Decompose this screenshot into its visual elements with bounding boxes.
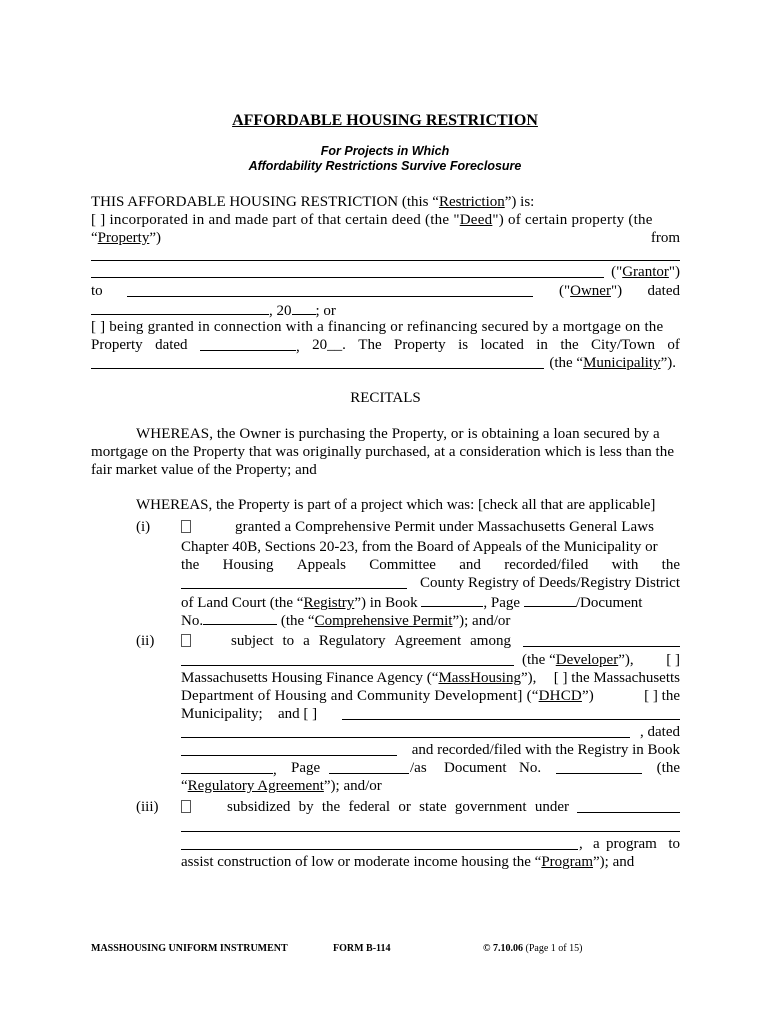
footer-form-number: FORM B-114 [333,943,391,954]
property-line: “Property”) from [91,230,680,246]
item-i-line-5: of Land Court (the “Registry”) in Book , Page /Document [181,592,680,610]
comprehensive-permit-checkbox[interactable] [181,520,191,533]
item-i-line-3: the Housing Appeals Committee and recorded/filed with the [181,557,680,573]
owner-line: to ("Owner") dated [91,283,680,299]
recital-1-line-2: mortgage on the Property that was originally purchased, at a consideration which is less than the [91,444,675,460]
item-i-line-6: No. (the “Comprehensive Permit”); and/or [181,610,680,628]
municipality-blank [91,354,544,369]
item-ii-line-9: “Regulatory Agreement”); and/or [181,778,382,794]
item-i-line-2: Chapter 40B, Sections 20-23, from the Board of Appeals of the Municipality or [181,539,658,555]
regulatory-agreement-checkbox[interactable] [181,634,191,647]
page-number-blank [329,759,409,774]
footer-instrument: MASSHOUSING UNIFORM INSTRUMENT [91,943,288,954]
blank-line [91,260,680,261]
deed-option-line: [ ] incorporated in and made part of that certain deed (the "Deed") of certain property (the [91,212,653,228]
item-ii-line-5: Municipality; and [ ] [181,705,680,723]
item-iii-line-3: , a program to [181,835,680,853]
subsidized-checkbox[interactable] [181,800,191,813]
item-ii-line-8: , Page /as Document No. (the [181,759,680,777]
other-party-blank [342,705,680,720]
grantor-line: ("Grantor") [91,263,680,281]
recording-blank [181,741,397,756]
item-ii-line-7: and recorded/filed with the Registry in Book [181,741,680,759]
intro-line: THIS AFFORDABLE HOUSING RESTRICTION (this “Restriction”) is: [91,194,535,210]
county-registry-blank [181,574,407,589]
deed-date-line: , 20 ; or [91,300,680,318]
recital-2-line: WHEREAS, the Property is part of a project which was: [check all that are applicable] [136,497,656,513]
property-location-line: Property dated , 20__. The Property is located in the City/Town of [91,337,680,355]
item-ii-line-2: (the “Developer”), [ ] [181,651,680,669]
program-blank-line [181,831,680,832]
item-ii-line-6: , dated [181,723,680,741]
municipality-line: (the “Municipality”). [91,354,680,372]
item-i-number: (i) [136,519,151,535]
mortgage-option-line: [ ] being granted in connection with a financing or refinancing secured by a mortgage on the [91,319,664,335]
deed-date-blank [91,300,269,315]
item-ii-line-3: Massachusetts Housing Finance Agency (“MassHousing”), [ ] the Massachusetts [181,670,680,686]
item-ii-number: (ii) [136,633,155,649]
program-blank [577,798,680,813]
footer-page-info: © 7.10.06 (Page 1 of 15) [483,943,583,954]
item-iii-line-4: assist construction of low or moderate income housing the “Program”); and [181,854,635,870]
item-ii-line-1: subject to a Regulatory Agreement among [181,632,680,650]
page-blank [524,592,576,607]
regulatory-parties-blank [523,632,680,647]
document-number-blank [203,610,277,625]
document-subtitle-line-2: Affordability Restrictions Survive Foreclosure [248,159,522,173]
book-number-blank [181,759,273,774]
grantor-name-blank [91,263,604,278]
book-blank [421,592,483,607]
item-iii-line-1: subsidized by the federal or state government under [181,798,680,816]
program-name-blank [181,835,578,850]
recital-1-line-3: fair market value of the Property; and [91,462,317,478]
recital-1-line-1: WHEREAS, the Owner is purchasing the Property, or is obtaining a loan secured by a [136,426,660,442]
item-iii-number: (iii) [136,799,159,815]
developer-blank [181,651,514,666]
owner-name-blank [127,282,533,297]
recitals-heading: RECITALS [350,390,421,406]
item-ii-line-4: Department of Housing and Community Development] (“DHCD”) [ ] the [181,688,680,704]
item-i-line-4: County Registry of Deeds/Registry District [181,574,680,592]
agreement-date-blank [181,723,630,738]
item-i-line-1: granted a Comprehensive Permit under Massachusetts General Laws [181,518,680,536]
mortgage-date-blank [200,336,296,351]
document-subtitle-line-1: For Projects in Which [320,144,450,158]
document-title: AFFORDABLE HOUSING RESTRICTION [232,112,538,129]
doc-number-blank [556,759,642,774]
